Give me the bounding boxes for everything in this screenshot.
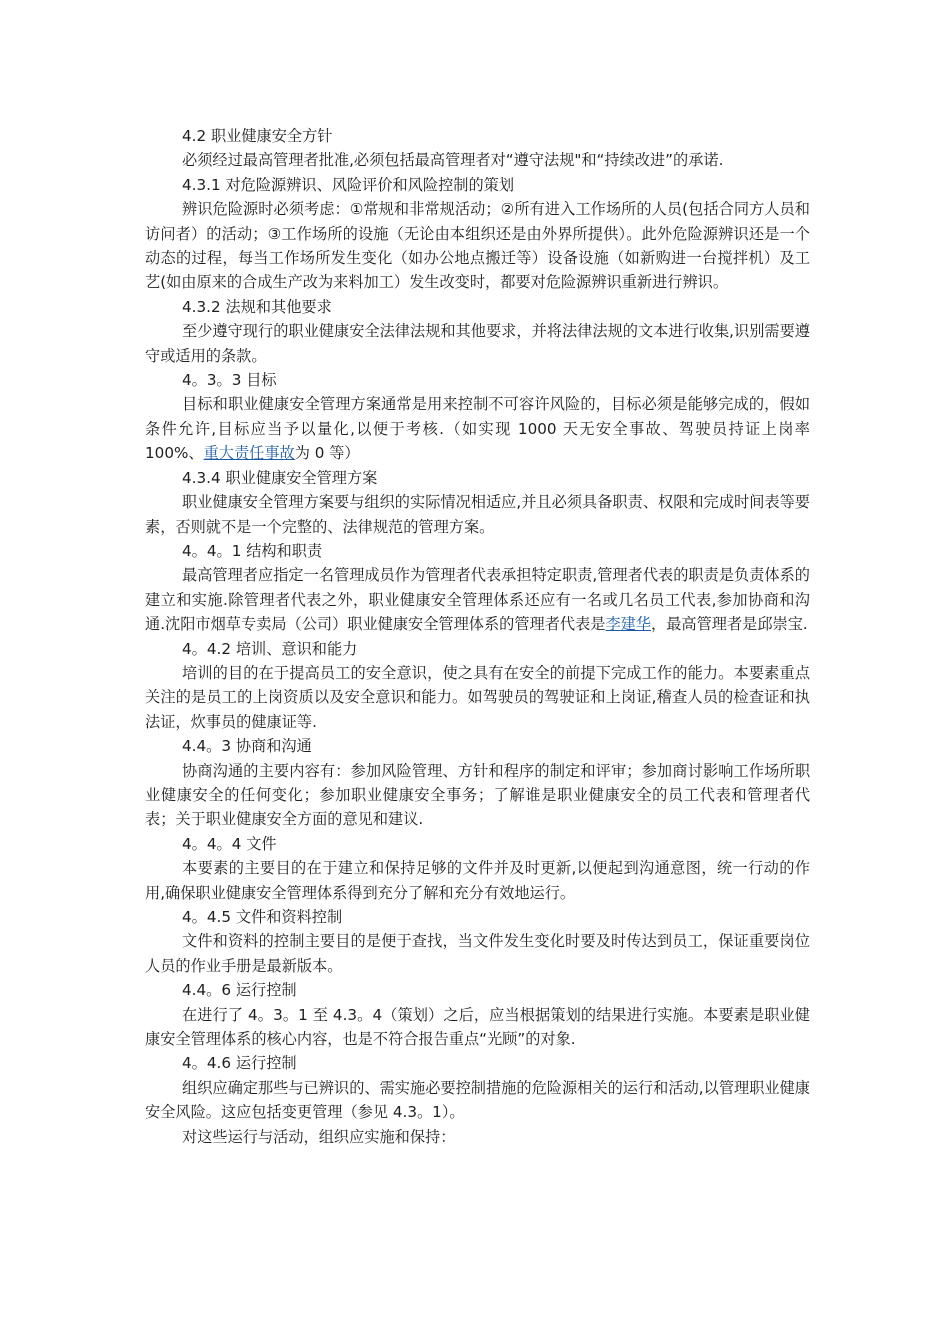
paragraph-4-4-1-text-b: ，最高管理者是邱崇宝. [651, 615, 808, 634]
paragraph-4-3-2: 至少遵守现行的职业健康安全法律法规和其他要求，并将法律法规的文本进行收集,识别需要遵守或适用的条款。 [145, 322, 810, 365]
heading-4-3-4: 4.3.4 职业健康安全管理方案 [182, 468, 378, 487]
paragraph-4-4-4: 本要素的主要目的在于建立和保持足够的文件并及时更新,以便起到沟通意图，统一行动的作用,确保职业健康安全管理体系得到充分了解和充分有效地运行。 [145, 859, 810, 902]
heading-4-4-5: 4。4.5 文件和资料控制 [182, 908, 343, 926]
paragraph-4-4-1 [145, 563, 810, 636]
heading-4-3-3: 4。3。3 目标 [182, 371, 277, 390]
heading-4-4-4: 4。4。4 文件 [182, 834, 277, 853]
paragraph-4-4-5: 文件和资料的控制主要目的是便于查找，当文件发生变化时要及时传达到员工，保证重要岗位人员的作业手册是最新版本。 [145, 932, 810, 975]
paragraph-4-4-6-a: 在进行了 4。3。1 至 4.3。4（策划）之后，应当根据策划的结果进行实施。本要素是职业健康安全管理体系的核心内容，也是不符合报告重点“光顾”的对象. [145, 1005, 810, 1049]
document-body [145, 124, 810, 1149]
paragraph-4-3-3-text-a: 目标和职业健康安全管理方案通常是用来控制不可容许风险的，目标必须是能够完成的，假如条件允许,目标应当予以量化,以便于考核.（如实现 1000 天无安全事故、驾驶员持证上岗率 100%、 [145, 395, 810, 463]
paragraph-final: 对这些运行与活动，组织应实施和保持： [182, 1127, 456, 1146]
heading-4-4-6-a: 4.4。6 运行控制 [182, 981, 297, 1000]
paragraph-4-3-4: 职业健康安全管理方案要与组织的实际情况相适应,并且必须具备职责、权限和完成时间表等要素，否则就不是一个完整的、法律规范的管理方案。 [145, 493, 810, 536]
paragraph-4-4-3: 协商沟通的主要内容有：参加风险管理、方针和程序的制定和评审；参加商讨影响工作场所职业健康安全的任何变化；参加职业健康安全事务；了解谁是职业健康安全的员工代表和管理者代表；关于职业健康安全方面的意见和建议. [145, 761, 810, 829]
paragraph-4-2: 必须经过最高管理者批准,必须包括最高管理者对“遵守法规"和“持续改进”的承诺. [182, 151, 724, 170]
heading-4-4-6-b: 4。4.6 运行控制 [182, 1054, 297, 1073]
heading-4-4-3: 4.4。3 协商和沟通 [182, 737, 312, 756]
paragraph-4-4-6-b: 组织应确定那些与已辨识的、需实施必要控制措施的危险源相关的运行和活动,以管理职业健康安全风险。这应包括变更管理（参见 4.3。1）。 [145, 1078, 810, 1122]
paragraph-4-3-3 [145, 392, 810, 465]
heading-4-4-2: 4。4.2 培训、意识和能力 [182, 639, 358, 658]
link-major-accident[interactable]: 重大责任事故 [203, 444, 295, 463]
paragraph-4-4-1-text-a: 最高管理者应指定一名管理成员作为管理者代表承担特定职责,管理者代表的职责是负责体系的建立和实施.除管理者代表之外，职业健康安全管理体系还应有一名或几名员工代表,参加协商和沟通.沈阳市烟草专卖局（公司）职业健康安全管理体系的管理者代表是 [145, 566, 810, 634]
paragraph-4-4-2: 培训的目的在于提高员工的安全意识，使之具有在安全的前提下完成工作的能力。本要素重点关注的是员工的上岗资质以及安全意识和能力。如驾驶员的驾驶证和上岗证,稽查人员的检查证和执法证，炊事员的健康证等. [145, 663, 810, 731]
heading-4-4-1: 4。4。1 结构和职责 [182, 541, 323, 560]
link-li-jianhua[interactable]: 李建华 [605, 615, 652, 634]
paragraph-4-3-1: 辨识危险源时必须考虑：①常规和非常规活动；②所有进入工作场所的人员(包括合同方人员和访问者）的活动；③工作场所的设施（无论由本组织还是由外界所提供）。此外危险源辨识还是一个动态的过程，每当工作场所发生变化（如办公地点搬迁等）设备设施（如新购进一台搅拌机）及工艺(如由原来的合成生产改为来料加工）发生改变时，都要对危险源辨识重新进行辨识。 [145, 200, 810, 292]
heading-4-2: 4.2 职业健康安全方针 [182, 127, 333, 145]
paragraph-4-3-3-text-b: 为 0 等） [294, 444, 360, 463]
heading-4-3-2: 4.3.2 法规和其他要求 [182, 297, 332, 316]
heading-4-3-1: 4.3.1 对危险源辨识、风险评价和风险控制的策划 [182, 175, 515, 194]
